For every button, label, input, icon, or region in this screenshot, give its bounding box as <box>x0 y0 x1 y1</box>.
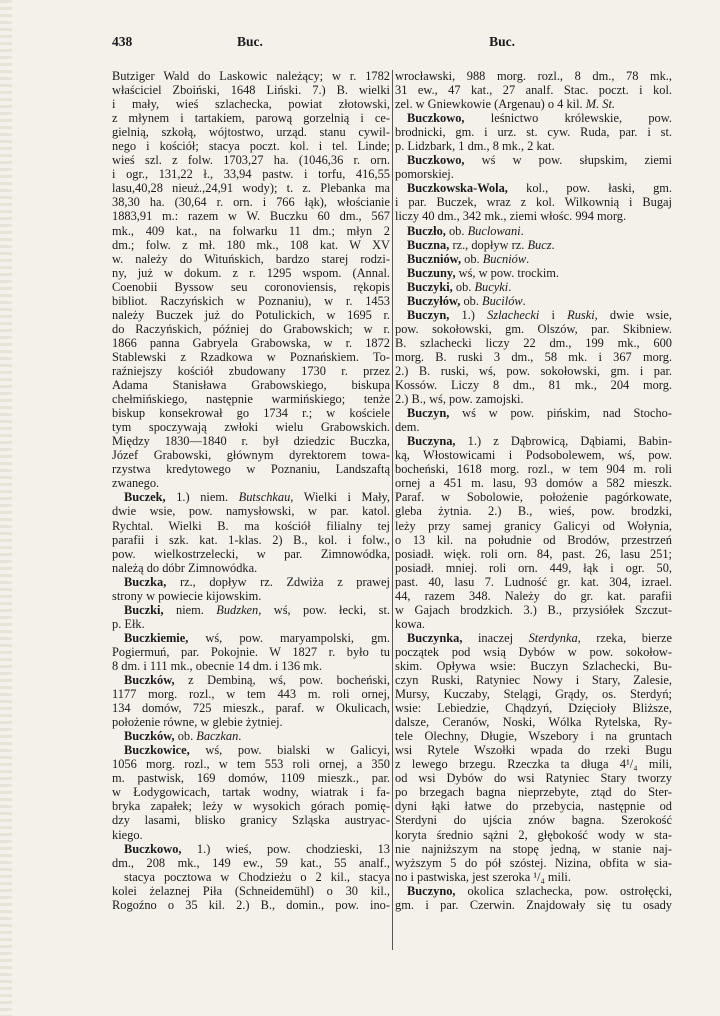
line-text: 1.) niem. <box>165 490 239 505</box>
line-text: . <box>551 237 555 252</box>
line-text: Między 1830—1840 r. był dziedzic Buczka, <box>112 434 390 449</box>
line-text: położenie równe, w glebie żytniej. <box>112 715 283 730</box>
text-line <box>112 715 390 729</box>
line-text: 1.) wieś, pow. chodzieski, 13 <box>181 841 390 856</box>
text-line <box>112 153 390 167</box>
text-line <box>112 687 390 701</box>
headword: Buczyki, <box>407 279 453 294</box>
line-text: i par. Buczek, wraz z kol. Wilkownią i Bugaj <box>395 195 672 210</box>
text-line <box>112 448 390 462</box>
text-line <box>112 224 390 238</box>
text-line <box>395 701 672 715</box>
text-line <box>395 729 672 743</box>
text-line <box>112 561 390 575</box>
line-text: tele Olechny, Długie, Wszebory i na gruntach <box>395 729 672 744</box>
text-line <box>395 617 672 631</box>
italic-text: Budzken <box>216 602 259 617</box>
line-text: właściciel Zboiński, 1648 Liński. 7.) B. wielki <box>112 83 390 98</box>
line-text: Sterdyni do ujścia znów bagna. Szerokość <box>395 813 672 828</box>
line-text: ob. <box>445 223 468 238</box>
line-text: lasu,40,28 nieuż.,24,91 wody); t. z. Plebanka ma <box>112 181 390 196</box>
line-text: wś, w pow. trockim. <box>455 265 560 280</box>
line-text: 38,30 ha. (30,64 r. orn. i 766 łąk), włościanie <box>112 195 390 210</box>
line-text: 134 domów, 725 mieszk., paraf. w Okulicach, <box>112 701 390 716</box>
text-line <box>395 799 672 813</box>
right-column <box>395 69 672 1011</box>
line-text: okolica szlachecka, pow. ostrołęcki, <box>455 883 672 898</box>
headword: Buczyna, <box>407 434 456 449</box>
line-text: kowa. <box>395 616 425 631</box>
italic-text: M. St. <box>585 97 616 112</box>
line-text: dzy lasami, blisko granicy Szląska austryac- <box>112 813 390 828</box>
line-text: z lewego brzegu. Rzeczka ta długa 4¹/₄ mili, <box>395 757 672 772</box>
line-text: wieś szl. z folw. 1703,27 ha. (1046,36 r. orn. <box>112 153 390 168</box>
line-text: koryta średnio sążni 2, głębokość wody w sta- <box>395 827 672 842</box>
page-header <box>112 34 570 52</box>
line-text: . <box>238 729 242 744</box>
line-text: biskup konsekrował go 1734 r.; w kościele <box>112 406 390 421</box>
italic-text: Butschkau <box>238 490 291 505</box>
text-line <box>395 378 672 392</box>
line-text: dem. <box>395 420 420 435</box>
text-line <box>112 308 390 322</box>
text-line <box>112 83 390 97</box>
text-line <box>395 83 672 97</box>
line-text: , wś, pow. łecki, st. <box>258 602 390 617</box>
text-line <box>112 195 390 209</box>
italic-text: Baczkan <box>196 729 239 744</box>
italic-text: Bucz <box>527 237 552 252</box>
headword: Buczkowska-Wola, <box>407 181 508 196</box>
line-text: po brzegach bagna nieprzebyte, ztąd do Ster- <box>395 785 672 800</box>
headword: Buczniów, <box>407 251 462 266</box>
line-text: 1056 morg. rozl., w tem 553 roli ornej, a 350 <box>112 757 390 772</box>
text-line <box>112 828 390 842</box>
headword: Buczek, <box>124 490 166 505</box>
text-line <box>112 645 390 659</box>
line-text: parafii i szk. kat. 1-klas. 2) B., kol. i folw., <box>112 532 390 547</box>
line-text: . <box>526 251 530 266</box>
text-line <box>395 898 672 912</box>
line-text: , rzeka, bierze <box>577 630 672 645</box>
line-text: wrocławski, 988 morg. rozl., 8 dm., 78 mk., <box>395 69 672 83</box>
text-line <box>112 364 390 378</box>
text-line <box>112 603 390 617</box>
text-line <box>112 771 390 785</box>
text-line <box>395 392 672 406</box>
left-column <box>112 69 390 1011</box>
line-text: wsi Rytele Wszołki wpada do rzeki Bugu <box>395 743 672 758</box>
text-line <box>112 97 390 111</box>
line-text: . <box>522 293 526 308</box>
text-line <box>112 547 390 561</box>
text-line <box>395 715 672 729</box>
text-line <box>112 322 390 336</box>
text-line <box>112 870 390 884</box>
text-line <box>112 378 390 392</box>
text-line <box>395 519 672 533</box>
text-line <box>112 589 390 603</box>
text-line <box>112 504 390 518</box>
text-line <box>112 533 390 547</box>
text-line <box>395 448 672 462</box>
text-line <box>395 631 672 645</box>
headword: Buczków, <box>124 729 175 744</box>
text-line <box>112 139 390 153</box>
line-text: mk., 409 kat., na folwarku 11 dm.; młyn 2 <box>112 223 390 238</box>
line-text: do Raczyńskich, później do Grabowskich; w r. <box>112 321 390 336</box>
line-text: 1.) z Dąbrowicą, Dąbiami, Babin- <box>455 434 672 449</box>
text-line <box>112 476 390 490</box>
line-text: . <box>520 223 524 238</box>
text-line <box>112 420 390 434</box>
line-text: nego i kościół; stacya poczt. kol. i tel. Linde; <box>112 139 390 154</box>
line-text: posiadł. mniej. roli orn. 449, łąk i ogr. 50, <box>395 560 672 575</box>
line-text: kol., pow. łaski, gm. <box>507 181 672 196</box>
text-line <box>112 575 390 589</box>
headword: Buczna, <box>407 237 450 252</box>
headword: Buczuny, <box>407 265 456 280</box>
line-text: posiadł. więk. roli orn. 84, past. 26, lasu 251; <box>395 546 672 561</box>
line-text: i <box>539 307 568 322</box>
line-text: pow. sokołowski, gm. Olszów, par. Skibniew. <box>395 321 672 336</box>
headword: Buczyn, <box>407 307 450 322</box>
line-text: od wsi Dybów do wsi Ratyniec Stary tworzy <box>395 771 672 786</box>
line-text: bryka zapałek; leży w wysokich górach pomię- <box>112 799 390 814</box>
line-text: p. Ełk. <box>112 616 145 631</box>
line-text: 1883,91 m.: razem w W. Buczku 60 dm., 567 <box>112 209 390 224</box>
line-text: 2.) B., wś, pow. zamojski. <box>395 392 524 407</box>
line-text: w Łodygowicach, tartak wodny, wiatrak i fa- <box>112 785 390 800</box>
line-text: dalsze, Ceranów, Noski, Wólka Rytelska, Ry- <box>395 715 672 730</box>
line-text: raźniejszy kościół zbudowany 1730 r. przez <box>112 363 390 378</box>
text-line <box>395 350 672 364</box>
text-line <box>112 294 390 308</box>
text-line <box>112 209 390 223</box>
text-line <box>395 294 672 308</box>
line-text: początek pod wsią Dybów w pow. sokołow- <box>395 644 672 659</box>
line-text: i mały, wieś szlachecka, powiat złotowski, <box>112 97 390 112</box>
italic-text: Sterdynka <box>528 630 578 645</box>
text-line <box>395 561 672 575</box>
text-line <box>395 280 672 294</box>
text-line <box>395 238 672 252</box>
line-text: Rychtal. Wielki B. ma kościół filialny tej <box>112 518 390 533</box>
headword: Buczynka, <box>407 630 463 645</box>
line-text: rz., dopływ rz. <box>449 237 528 252</box>
text-line <box>395 153 672 167</box>
headword: Buczków, <box>124 673 175 688</box>
line-text: gm. i par. Czerwin. Znajdowały się tu osady <box>395 897 672 912</box>
text-line <box>395 364 672 378</box>
text-line <box>112 842 390 856</box>
line-text: 31 ew., 47 kat., 27 analf. Stac. poczt. i kol. <box>395 83 672 98</box>
text-line <box>395 462 672 476</box>
italic-text: Bucilów <box>482 293 523 308</box>
text-line <box>395 842 672 856</box>
line-text: . <box>508 279 512 294</box>
line-text: gleba żytnia. 2.) B., wieś, pow. brodzki, <box>395 504 672 519</box>
line-text: o 13 kil. na południe od Brodów, przestrzeń <box>395 532 672 547</box>
text-line <box>112 799 390 813</box>
text-line <box>395 434 672 448</box>
italic-text: Szlachecki <box>487 307 540 322</box>
text-line <box>112 813 390 827</box>
scan-edge <box>0 0 12 1016</box>
text-line <box>395 224 672 238</box>
line-text: Stablewski z Rzadkowa w Poznańskiem. To- <box>112 349 390 364</box>
line-text: wsie: Lebiedzie, Chądzyń, Dzięcioły Bliższe, <box>395 701 672 716</box>
text-line <box>112 167 390 181</box>
line-text: rz., dopływ rz. Zdwiża z prawej <box>166 574 390 589</box>
text-line <box>112 659 390 673</box>
line-text: niem. <box>163 602 217 617</box>
line-text: dwie wsie, pow. namysłowski, w par. katol. <box>112 504 390 519</box>
line-text: w Gajach brodzkich. 3.) B., przysiółek Szczut- <box>395 602 672 617</box>
headword: Buczkiemie, <box>124 630 189 645</box>
line-text: 8 dm. i 111 mk., obecnie 14 dm. i 136 mk. <box>112 658 323 673</box>
line-text: , dwie wsie, <box>594 307 672 322</box>
line-text: p. Lidzbark, 1 dm., 8 mk., 2 kat. <box>395 139 555 154</box>
italic-text: Bucniów <box>482 251 527 266</box>
line-text: wś w pow. pińskim, nad Stocho- <box>449 406 672 421</box>
headword: Buczkowo, <box>124 841 182 856</box>
headword: Buczkowo, <box>407 153 465 168</box>
line-text: i ogr., 131,22 ł., 33,94 pastw. i torfu, 416,55 <box>112 167 390 182</box>
line-text: wś, pow. maryampolski, gm. <box>188 630 390 645</box>
line-text: Józef Grabowski, głównym dyrektorem towa- <box>112 448 390 463</box>
headword: Buczło, <box>407 223 446 238</box>
text-line <box>112 856 390 870</box>
text-line <box>395 195 672 209</box>
page-number: 438 <box>112 34 133 49</box>
running-head-right: Buc. <box>489 34 515 49</box>
text-line <box>395 813 672 827</box>
text-line <box>112 69 390 83</box>
text-line <box>395 476 672 490</box>
text-line <box>112 898 390 912</box>
text-line <box>112 743 390 757</box>
headword: Buczkowice, <box>124 743 190 758</box>
text-line <box>112 350 390 364</box>
text-line <box>395 125 672 139</box>
line-text: ob. <box>174 729 197 744</box>
text-line <box>395 547 672 561</box>
line-text: 1866 panna Gabryela Grabowska, w r. 1872 <box>112 335 390 350</box>
line-text: ornej a 451 m. lasu, 93 domów a 582 mieszk. <box>395 476 672 491</box>
headword: Buczyłów, <box>407 293 461 308</box>
line-text: morg. B. ruski 3 dm., 58 mk. i 367 morg. <box>395 349 672 364</box>
italic-text: Buclowani <box>467 223 521 238</box>
line-text: Butziger Wald do Laskowic należący; w r. 1782 <box>112 69 390 83</box>
text-line <box>395 322 672 336</box>
text-line <box>395 785 672 799</box>
text-line <box>112 336 390 350</box>
text-line <box>112 617 390 631</box>
line-text: ob. <box>460 293 483 308</box>
line-text: liczy 40 dm., 342 mk., ziemi włośc. 994 morg. <box>395 209 627 224</box>
line-text: ob. <box>461 251 483 266</box>
text-line <box>112 462 390 476</box>
line-text: Kossów. Liczy 8 dm., 81 mk., 204 morg. <box>395 378 672 393</box>
line-text: w. należy do Wituńskich, bardzo starej rodzi- <box>112 251 390 266</box>
text-line <box>395 603 672 617</box>
line-text: gielnią, szkołą, wójtostwo, urząd. stanu cywil- <box>112 125 390 140</box>
text-line <box>395 504 672 518</box>
line-text: stacya pocztowa w Chodzieżu o 2 kil., stacya <box>124 869 390 884</box>
text-line <box>395 687 672 701</box>
column-divider <box>392 70 393 950</box>
text-line <box>395 828 672 842</box>
line-text: wś, pow. bialski w Galicyi, <box>189 743 390 758</box>
text-line <box>395 97 672 111</box>
line-text: skim. Opływa wsie: Buczyn Szlachecki, Bu- <box>395 658 672 673</box>
line-text: pow. wielkostrzelecki, w par. Zimnowódka, <box>112 546 390 561</box>
line-text: z Dembiną, wś, pow. bocheński, <box>174 673 390 688</box>
line-text: czyn Ruski, Ratyniec Nowy i Stary, Zalesie, <box>395 673 672 688</box>
text-line <box>395 308 672 322</box>
line-text: 2.) B. ruski, wś, pow. sokołowski, gm. i par. <box>395 363 672 378</box>
text-line <box>112 701 390 715</box>
text-line <box>395 589 672 603</box>
text-line <box>395 659 672 673</box>
line-text: past. 40, lasu 7. Ludność gr. kat. 304, izrael. <box>395 574 672 589</box>
line-text: 1.) <box>449 307 488 322</box>
text-line <box>112 490 390 504</box>
text-line <box>112 729 390 743</box>
line-text: 44, razem 348. Należy do gr. kat. parafii <box>395 588 672 603</box>
line-text: Mursy, Kuczaby, Stelągi, Grądy, os. Sterdyń; <box>395 687 672 702</box>
text-line <box>395 167 672 181</box>
text-line <box>395 209 672 223</box>
text-line <box>395 884 672 898</box>
text-line <box>112 519 390 533</box>
text-line <box>395 533 672 547</box>
line-text: ką, Włostowicami i Podsobolewem, wś, pow. <box>395 448 672 463</box>
line-text: dm.; folw. z mł. 180 mk., 108 kat. W XV <box>112 237 390 252</box>
line-text: Pogiermuń, par. Pokojnie. W 1827 r. było tu <box>112 644 390 659</box>
line-text: bibliot. Raczyńskich w Poznaniu), w r. 1453 <box>112 293 390 308</box>
line-text: Coenobii Byssow seu coronoviensis, rękopis <box>112 279 390 294</box>
line-text: kolei żelaznej Piła (Schneidemühl) o 30 kil., <box>112 883 390 898</box>
text-line <box>395 406 672 420</box>
headword: Buczyno, <box>407 883 456 898</box>
running-head-left: Buc. <box>237 34 263 49</box>
text-line <box>395 743 672 757</box>
text-line <box>112 181 390 195</box>
line-text: Paraf. w Sobolowie, położenie pagórkowate, <box>395 490 672 505</box>
line-text: zwanego. <box>112 476 160 491</box>
line-text: z młynem i tartakiem, parową gorzelnią i ce- <box>112 111 390 126</box>
text-line <box>112 631 390 645</box>
line-text: należy Buczek już do Potulickich, w 1695 r. <box>112 307 390 322</box>
italic-text: Ruski <box>567 307 595 322</box>
line-text: ny, już w dokum. z r. 1295 wspom. (Annal. <box>112 265 390 280</box>
italic-text: Bucyki <box>474 279 509 294</box>
headword: Buczki, <box>124 602 164 617</box>
line-text: 1177 morg. rozl., w tem 443 m. roli ornej, <box>112 687 390 702</box>
line-text: wyższym 5 do pół szóstej. Nizina, obfita w sia- <box>395 855 672 870</box>
text-line <box>112 434 390 448</box>
text-line <box>395 420 672 434</box>
line-text: chełmińskiego, następnie warmińskiego; tenże <box>112 392 390 407</box>
text-line <box>112 238 390 252</box>
line-text: dm., 208 mk., 149 ew., 59 kat., 55 analf., <box>112 855 390 870</box>
line-text: B. szlachecki liczy 22 dm., 199 mk., 600 <box>395 335 672 350</box>
line-text: strony w powiecie kijowskim. <box>112 588 262 603</box>
text-line <box>395 139 672 153</box>
line-text: zel. w Gniewkowie (Argenau) o 4 kil. <box>395 97 586 112</box>
text-line <box>112 785 390 799</box>
text-line <box>395 336 672 350</box>
text-line <box>395 69 672 83</box>
line-text: , Wielki i Mały, <box>290 490 390 505</box>
text-line <box>112 125 390 139</box>
line-text: leży przy samej granicy Galicyi od Wołynia, <box>395 518 672 533</box>
text-line <box>112 673 390 687</box>
text-line <box>112 280 390 294</box>
line-text: dyni łąki łatwe do przebycia, następnie od <box>395 799 672 814</box>
headword: Buczkowo, <box>407 111 465 126</box>
text-line <box>112 252 390 266</box>
text-line <box>112 266 390 280</box>
text-line <box>395 673 672 687</box>
text-line <box>395 575 672 589</box>
text-line <box>395 856 672 870</box>
line-text: nie najniższym na stopę jedną, w stanie naj- <box>395 841 672 856</box>
line-text: wś w pow. słupskim, ziemi <box>464 153 672 168</box>
line-text: m. pastwisk, 169 domów, 1109 mieszk., par. <box>112 771 390 786</box>
line-text: kiego. <box>112 827 143 842</box>
line-text: inaczej <box>462 630 529 645</box>
text-line <box>395 252 672 266</box>
text-line <box>112 884 390 898</box>
text-line <box>112 111 390 125</box>
text-line <box>112 406 390 420</box>
line-text: brodnicki, gm. i urz. st. cyw. Ruda, par. i st. <box>395 125 672 140</box>
text-line <box>395 757 672 771</box>
line-text: bocheński, 1618 morg. rozl., w tem 904 m. roli <box>395 462 672 477</box>
text-line <box>395 266 672 280</box>
text-line <box>112 757 390 771</box>
line-text: rzystwa kredytowego w Poznaniu, Landszaftą <box>112 462 390 477</box>
line-text: no i pastwiska, jest szeroka ¹/₄ mili. <box>395 869 571 884</box>
line-text: Adama Stanisława Grabowskiego, biskupa <box>112 378 390 393</box>
text-line <box>395 111 672 125</box>
line-text: Rogoźno o 35 kil. 2.) B., domin., pow. ino- <box>112 897 390 912</box>
line-text: pomorskiej. <box>395 167 454 182</box>
text-line <box>395 771 672 785</box>
text-line <box>112 392 390 406</box>
text-line <box>395 181 672 195</box>
line-text: należą do dóbr Zimnowódka. <box>112 560 258 575</box>
text-line <box>395 870 672 884</box>
text-line <box>395 645 672 659</box>
text-line <box>395 490 672 504</box>
line-text: tym spoczywają zwłoki wielu Grabowskich. <box>112 420 390 435</box>
line-text: leśnictwo królewskie, pow. <box>464 111 672 126</box>
headword: Buczka, <box>124 574 167 589</box>
line-text: ob. <box>452 279 475 294</box>
headword: Buczyn, <box>407 406 450 421</box>
